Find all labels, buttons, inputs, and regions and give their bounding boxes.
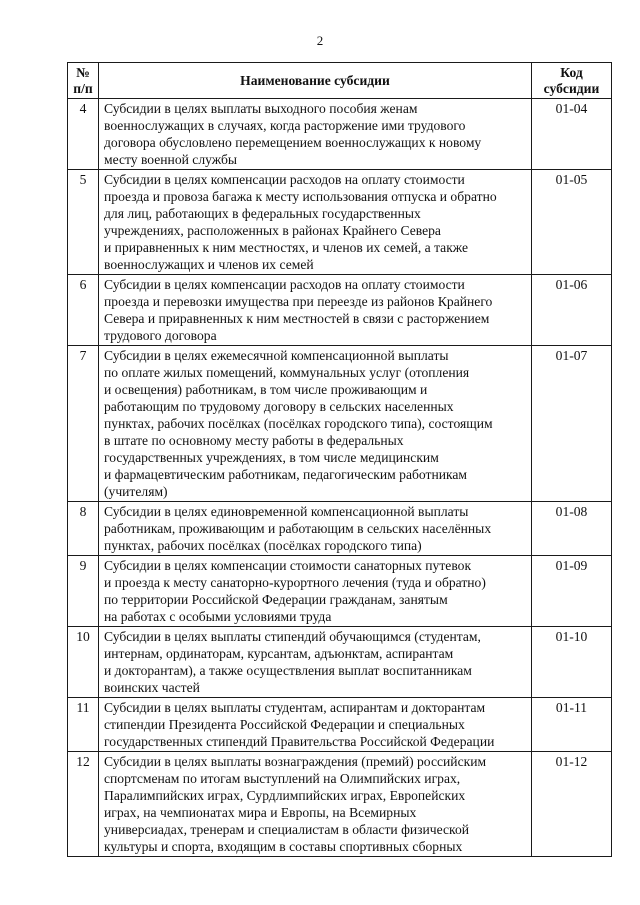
table-row bbox=[68, 170, 612, 275]
subsidy-name-line: в штате по основному месту работы в федеральных bbox=[104, 433, 404, 448]
subsidy-name bbox=[99, 556, 532, 627]
subsidy-code: 01-12 bbox=[532, 752, 612, 857]
subsidy-name-line: проезда и перевозки имущества при переезде из районов Крайнего bbox=[104, 294, 493, 309]
subsidy-code: 01-11 bbox=[532, 698, 612, 752]
table-row bbox=[68, 275, 612, 346]
subsidy-name-line: и докторантам), а также осуществления выплат воспитанникам bbox=[104, 663, 472, 678]
subsidy-name-line: пунктах, рабочих посёлках (посёлках городского типа) bbox=[104, 538, 422, 553]
header-code-line1: Код bbox=[560, 64, 583, 80]
subsidy-name bbox=[99, 502, 532, 556]
subsidy-name-line: Субсидии в целях выплаты студентам, аспирантам и докторантам bbox=[104, 700, 486, 715]
table-row bbox=[68, 752, 612, 857]
header-code-line2: субсидии bbox=[543, 80, 600, 96]
subsidy-name-line: и приравненных к ним местностях, и членов их семей, а также bbox=[104, 240, 469, 255]
row-number: 5 bbox=[68, 170, 99, 275]
subsidy-name-line: Субсидии в целях компенсации расходов на оплату стоимости bbox=[104, 172, 465, 187]
subsidy-name-line: государственных стипендий Правительства Российской Федерации bbox=[104, 734, 495, 749]
row-number: 6 bbox=[68, 275, 99, 346]
subsidy-name-line: Субсидии в целях единовременной компенсационной выплаты bbox=[104, 504, 469, 519]
table-body bbox=[68, 99, 612, 857]
subsidy-name-line: договора обусловлено перемещением военнослужащих к новому bbox=[104, 135, 482, 150]
table-row bbox=[68, 99, 612, 170]
subsidy-name-line: и фармацевтическим работникам, педагогическим работникам bbox=[104, 467, 468, 482]
table-row bbox=[68, 346, 612, 502]
subsidy-name-line: Субсидии в целях компенсации расходов на оплату стоимости bbox=[104, 277, 465, 292]
subsidy-name-line: Паралимпийских играх, Сурдлимпийских играх, Европейских bbox=[104, 788, 466, 803]
subsidy-name bbox=[99, 99, 532, 170]
subsidy-name-line: воинских частей bbox=[104, 680, 200, 695]
subsidy-name-line: на работах с особыми условиями труда bbox=[104, 609, 332, 624]
subsidy-name bbox=[99, 752, 532, 857]
subsidy-name-line: спортсменам по итогам выступлений на Олимпийских играх, bbox=[104, 771, 461, 786]
subsidy-name-line: по территории Российской Федерации гражданам, занятым bbox=[104, 592, 448, 607]
subsidy-name-line: Субсидии в целях компенсации стоимости санаторных путевок bbox=[104, 558, 472, 573]
table-header-row bbox=[68, 63, 612, 99]
subsidy-name-line: стипендии Президента Российской Федерации и специальных bbox=[104, 717, 465, 732]
subsidy-name-line: Субсидии в целях выплаты стипендий обучающимся (студентам, bbox=[104, 629, 481, 644]
subsidy-name-line: проезда и провоза багажа к месту использования отпуска и обратно bbox=[104, 189, 497, 204]
subsidy-code: 01-08 bbox=[532, 502, 612, 556]
subsidy-name-line: по оплате жилых помещений, коммунальных услуг (отопления bbox=[104, 365, 470, 380]
subsidy-name-line: универсиадах, тренерам и специалистам в области физической bbox=[104, 822, 470, 837]
subsidy-name-line: для лиц, работающих в федеральных государственных bbox=[104, 206, 421, 221]
subsidy-name-line: месту военной службы bbox=[104, 152, 238, 167]
subsidy-name-line: работникам, проживающим и работающим в сельских населённых bbox=[104, 521, 492, 536]
subsidy-name-line: учреждениях, расположенных в районах Крайнего Севера bbox=[104, 223, 441, 238]
subsidy-code: 01-05 bbox=[532, 170, 612, 275]
subsidy-name bbox=[99, 275, 532, 346]
subsidy-name-line: Субсидии в целях выплаты выходного пособия женам bbox=[104, 101, 418, 116]
row-number: 7 bbox=[68, 346, 99, 502]
row-number: 10 bbox=[68, 627, 99, 698]
subsidy-code: 01-07 bbox=[532, 346, 612, 502]
subsidies-table bbox=[67, 62, 612, 857]
subsidy-name-line: Субсидии в целях ежемесячной компенсационной выплаты bbox=[104, 348, 449, 363]
subsidy-code: 01-06 bbox=[532, 275, 612, 346]
table-row bbox=[68, 627, 612, 698]
table-row bbox=[68, 556, 612, 627]
row-number: 9 bbox=[68, 556, 99, 627]
subsidy-name-line: Севера и приравненных к ним местностей в связи с расторжением bbox=[104, 311, 490, 326]
row-number: 12 bbox=[68, 752, 99, 857]
row-number: 11 bbox=[68, 698, 99, 752]
header-subsidy-code bbox=[532, 63, 612, 99]
subsidy-name-line: государственных учреждениях, в том числе медицинским bbox=[104, 450, 439, 465]
subsidy-name-line: работающим по трудовому договору в сельских населенных bbox=[104, 399, 454, 414]
subsidy-name-line: и освещения) работникам, в том числе проживающим и bbox=[104, 382, 428, 397]
row-number: 4 bbox=[68, 99, 99, 170]
header-number-abbrev: п/п bbox=[73, 80, 93, 96]
row-number: 8 bbox=[68, 502, 99, 556]
table-row bbox=[68, 698, 612, 752]
subsidy-code: 01-09 bbox=[532, 556, 612, 627]
subsidy-code: 01-04 bbox=[532, 99, 612, 170]
subsidy-name-line: (учителям) bbox=[104, 484, 168, 499]
subsidy-name bbox=[99, 698, 532, 752]
subsidy-name-line: Субсидии в целях выплаты вознаграждения (премий) российским bbox=[104, 754, 487, 769]
subsidy-name-line: военнослужащих и членов их семей bbox=[104, 257, 314, 272]
subsidy-name bbox=[99, 346, 532, 502]
subsidy-name bbox=[99, 170, 532, 275]
subsidy-name-line: культуры и спорта, входящим в составы спортивных сборных bbox=[104, 839, 463, 854]
table-row bbox=[68, 502, 612, 556]
subsidy-code: 01-10 bbox=[532, 627, 612, 698]
header-subsidy-name: Наименование субсидии bbox=[99, 63, 532, 99]
header-number bbox=[68, 63, 99, 99]
subsidy-name-line: военнослужащих в случаях, когда расторжение ими трудового bbox=[104, 118, 466, 133]
subsidy-name-line: и проезда к месту санаторно-курортного лечения (туда и обратно) bbox=[104, 575, 486, 590]
subsidy-name-line: пунктах, рабочих посёлках (посёлках городского типа), состоящим bbox=[104, 416, 493, 431]
subsidy-name bbox=[99, 627, 532, 698]
subsidy-name-line: интернам, ординаторам, курсантам, адъюнктам, аспирантам bbox=[104, 646, 454, 661]
subsidy-name-line: трудового договора bbox=[104, 328, 217, 343]
header-number-symbol: № bbox=[76, 64, 90, 80]
page-number: 2 bbox=[316, 33, 324, 48]
subsidy-name-line: играх, на чемпионатах мира и Европы, на Всемирных bbox=[104, 805, 417, 820]
